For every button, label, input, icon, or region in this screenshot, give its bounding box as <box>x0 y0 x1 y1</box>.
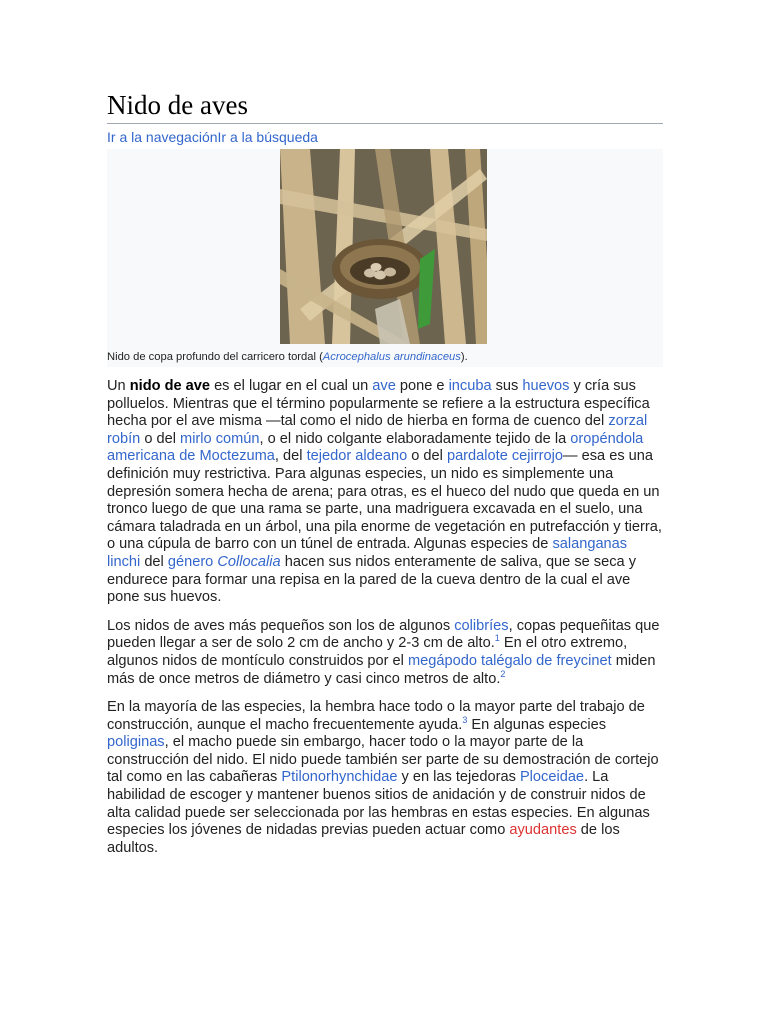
link-genero[interactable]: género <box>167 553 214 570</box>
thumbnail-figure <box>107 149 663 367</box>
link-mirlo-comun[interactable]: mirlo común <box>180 430 260 447</box>
link-ploceidae[interactable]: Ploceidae <box>519 769 585 786</box>
link-collocalia[interactable]: Collocalia <box>217 553 281 570</box>
jump-links <box>107 127 663 147</box>
link-tejedor-aldeano[interactable]: tejedor aldeano <box>306 448 408 465</box>
link-oropendola[interactable]: oropéndola americana de Moctezuma <box>107 430 644 465</box>
link-ave[interactable]: ave <box>372 378 396 394</box>
link-incuba[interactable]: incuba <box>448 378 492 394</box>
reference-1[interactable]: 1 <box>494 633 500 644</box>
link-ptilonorhynchidae[interactable]: Ptilonorhynchidae <box>281 769 398 786</box>
jump-to-navigation-link[interactable]: Ir a la navegación <box>107 129 218 145</box>
reference-3[interactable]: 3 <box>462 714 468 725</box>
link-ayudantes[interactable]: ayudantes <box>509 822 577 839</box>
page-title: Nido de aves <box>107 88 663 124</box>
term-bold: nido de ave <box>129 378 211 394</box>
article-body <box>107 378 663 857</box>
link-salanganas[interactable]: salanganas linchi <box>107 536 628 570</box>
link-poliginas[interactable]: poliginas <box>107 734 165 751</box>
paragraph-size: Los nidos de aves más pequeños son los de algunos colibríes, copas pequeñitas que pueden llegar a ser de solo 2 cm de ancho y 2-3 cm de alto.$^1$ En el otro extremo, algunos nidos de montículo construidos por el megápodo talégalo de freycinet miden más de once metros de diámetro y casi cinco metros de alto.$^2$ <box>107 617 660 687</box>
link-huevos[interactable]: huevos <box>522 378 570 394</box>
figure-caption: Nido de copa profundo del carricero tordal (Acrocephalus arundinaceus). <box>107 351 468 363</box>
link-zorzal-robin[interactable]: zorzal robín <box>107 413 648 447</box>
jump-to-search-link[interactable]: Ir a la búsqueda <box>217 129 318 145</box>
link-colibries[interactable]: colibríes <box>454 617 509 634</box>
reference-2[interactable]: 2 <box>500 668 506 679</box>
bird-nest-photo[interactable] <box>280 149 487 344</box>
link-megapodo[interactable]: megápodo talégalo de freycinet <box>407 652 612 669</box>
link-pardalote[interactable]: pardalote cejirrojo <box>446 448 563 465</box>
species-link[interactable]: Acrocephalus arundinaceus <box>322 351 461 363</box>
paragraph-construction: En la mayoría de las especies, la hembra hace todo o la mayor parte del trabajo de construcción, aunque el macho frecuentemente ayuda.$^3$ En algunas especies poliginas, el macho puede sin embargo, hacer todo o la mayor parte de la construcción del nido. El nido puede también ser parte de su demostración de cortejo tal como en las cabañeras Ptilonorhynchidae y en las tejedoras Ploceidae. La habilidad de escoger y mantener buenos sitios de anidación y de construir nidos de alta calidad puede ser seleccionada por las hembras en estas especies. En algunas especies los jóvenes de nidadas previas pueden actuar como ayudantes de los adultos. <box>107 699 659 856</box>
article <box>107 88 663 868</box>
paragraph-intro: Un nido de ave es el lugar en el cual un ave pone e incuba sus huevos y cría sus polluelos. Mientras que el término popularmente se refiere a la estructura específica hecha por el ave misma —tal como el nido de hierba en forma de cuenco del zorzal robín o del mirlo común, o el nido colgante elaboradamente tejido de la oropéndola americana de Moctezuma, del tejedor aldeano o del pardalote cejirrojo— esa es una definición muy restrictiva. Para algunas especies, un nido es simplemente una depresión somera hecha de arena; para otras, es el hueco del nudo que queda en un tronco luego de que una rama se parte, una madriguera excavada en el suelo, una cámara taladrada en un árbol, una pila enorme de vegetación en putrefacción y tierra, o una cúpula de barro con un túnel de entrada. Algunas especies de salanganas linchi del género Collocalia hacen sus nidos enteramente de saliva, que se seca y endurece para formar una repisa en la pared de la cueva dentro de la cual el ave pone sus huevos. <box>107 378 662 606</box>
